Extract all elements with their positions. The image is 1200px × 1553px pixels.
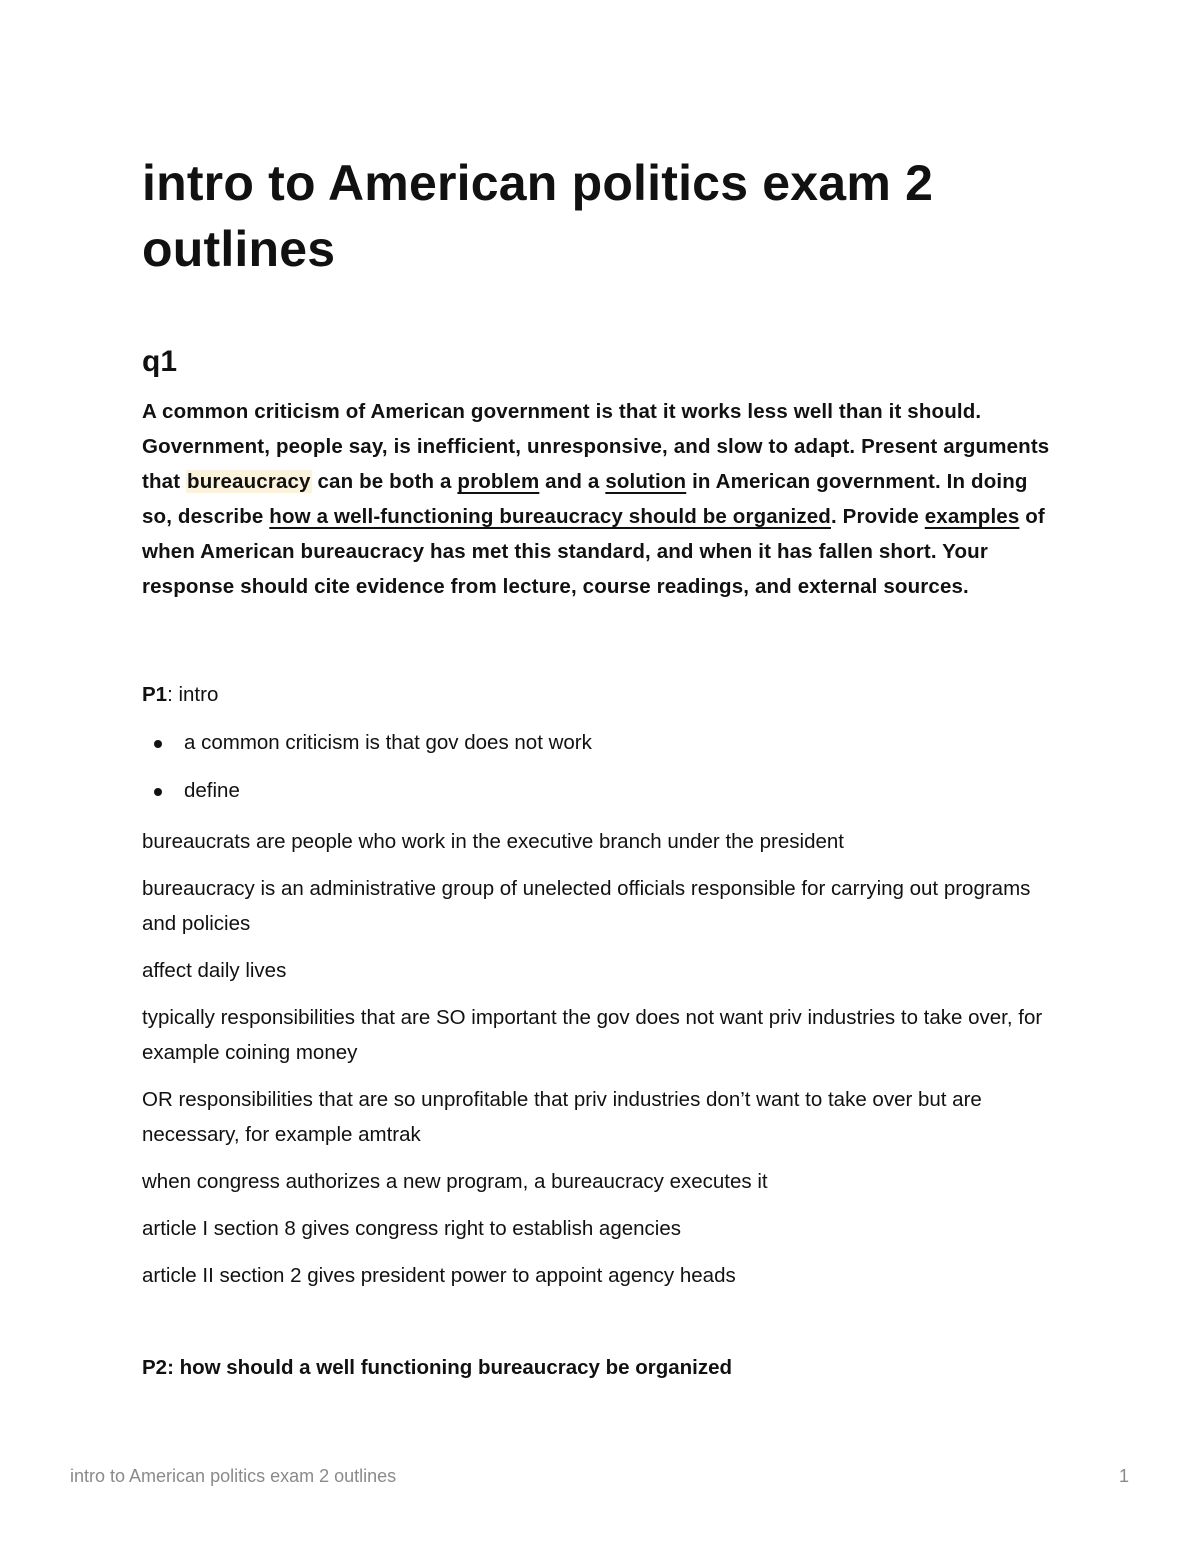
question-text: in American government. In doing so, describe	[142, 470, 1028, 528]
underline-problem: problem	[457, 470, 540, 493]
paragraph-heading-p2	[142, 1353, 1062, 1383]
list-item	[142, 776, 1062, 806]
paragraph-label: P2	[142, 1356, 168, 1379]
paragraph-label: P1	[142, 683, 168, 706]
question-prompt	[142, 394, 1062, 604]
underline-solution: solution	[605, 470, 687, 493]
question-text: . Provide	[830, 505, 925, 528]
footer-document-title: intro to American politics exam 2 outlines	[70, 1466, 397, 1486]
body-paragraph: OR responsibilities that are so unprofitable that priv industries don’t want to take over but are necessary, for example amtrak	[142, 1088, 982, 1146]
body-paragraph: bureaucrats are people who work in the executive branch under the president	[142, 830, 844, 853]
question-text: A common criticism of American government is that it works less well than it should. Government, people say, is inefficient, unresponsive, and slow to adapt. Present arguments that	[142, 400, 1050, 493]
body-paragraph: article I section 8 gives congress right to establish agencies	[142, 1217, 681, 1240]
bullet-icon	[154, 740, 162, 748]
highlight-bureaucracy: bureaucracy	[187, 470, 311, 493]
list-item-text: a common criticism is that gov does not work	[184, 731, 592, 754]
footer-page-number: 1	[1118, 1466, 1129, 1486]
question-text: and a	[539, 470, 606, 493]
underline-examples: examples	[924, 505, 1020, 528]
bullet-icon	[154, 788, 162, 796]
list-item-text: define	[184, 779, 240, 802]
underline-organized: how a well-functioning bureaucracy should be organized	[269, 505, 831, 528]
body-paragraph: affect daily lives	[142, 959, 287, 982]
paragraph-heading-p1	[142, 680, 1062, 710]
question-text: can be both a	[311, 470, 458, 493]
body-paragraph: typically responsibilities that are SO important the gov does not want priv industries to take over, for example coining money	[142, 1006, 1043, 1064]
bullet-list	[142, 728, 1062, 806]
question-text: of when American bureaucracy has met this standard, and when it has fallen short. Your response should cite evidence from lecture, course readings, and external sources.	[142, 505, 1045, 598]
list-item	[142, 728, 1062, 758]
body-paragraph: when congress authorizes a new program, a bureaucracy executes it	[142, 1170, 768, 1193]
section-heading-q1: q1	[142, 345, 178, 378]
body-paragraph: bureaucracy is an administrative group of unelected officials responsible for carrying out programs and policies	[142, 877, 1031, 935]
paragraph-title: : intro	[167, 683, 219, 706]
page-content	[142, 150, 1062, 1383]
document-title: intro to American politics exam 2 outlines	[142, 155, 934, 277]
body-paragraph: article II section 2 gives president power to appoint agency heads	[142, 1264, 736, 1287]
paragraph-title: : how should a well functioning bureaucracy be organized	[167, 1356, 733, 1379]
